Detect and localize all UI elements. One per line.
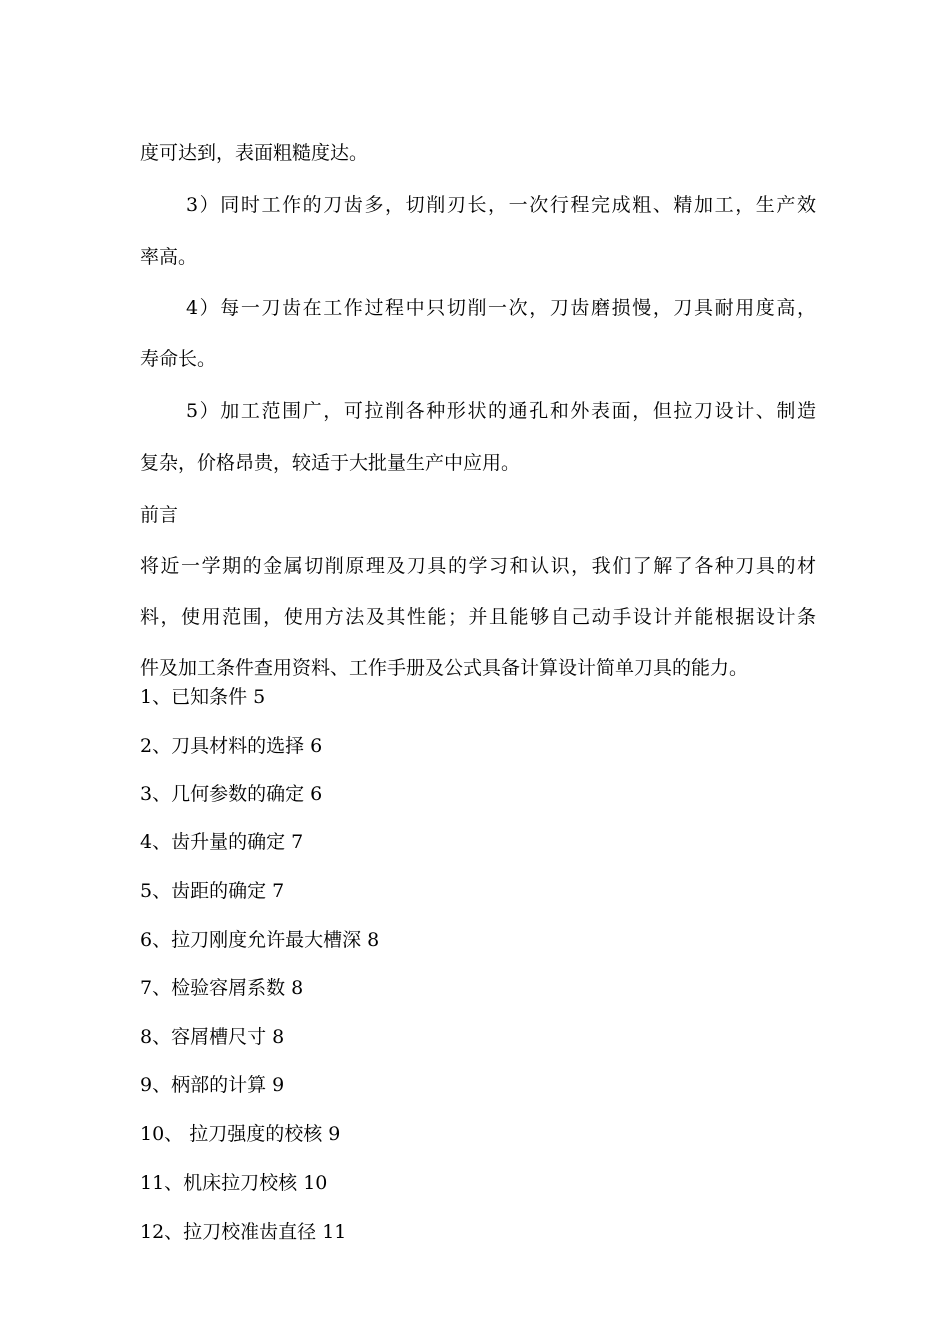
- paragraph-line: 率高。: [140, 246, 198, 268]
- toc-item: 2、刀具材料的选择 6: [140, 735, 323, 757]
- toc-item: 3、几何参数的确定 6: [140, 783, 323, 805]
- toc-item: 6、拉刀刚度允许最大槽深 8: [140, 929, 380, 951]
- paragraph-line: 寿命长。: [140, 348, 217, 370]
- toc-item: 8、容屑槽尺寸 8: [140, 1026, 285, 1048]
- toc-item: 4、齿升量的确定 7: [140, 831, 304, 853]
- paragraph-line: 件及加工条件查用资料、工作手册及公式具备计算设计简单刀具的能力。: [140, 657, 749, 679]
- toc-item: 9、柄部的计算 9: [140, 1074, 285, 1096]
- paragraph-line: 3）同时工作的刀齿多，切削刃长，一次行程完成粗、精加工，生产效: [186, 194, 816, 216]
- toc-item: 12、拉刀校准齿直径 11: [140, 1221, 347, 1243]
- paragraph-line: 度可达到，表面粗糙度达。: [140, 142, 369, 164]
- paragraph-line: 将近一学期的金属切削原理及刀具的学习和认识，我们了解了各种刀具的材: [140, 555, 816, 577]
- toc-item: 10、 拉刀强度的校核 9: [140, 1123, 341, 1145]
- paragraph-line: 复杂，价格昂贵，较适于大批量生产中应用。: [140, 452, 521, 474]
- toc-item: 5、齿距的确定 7: [140, 880, 285, 902]
- toc-item: 11、机床拉刀校核 10: [140, 1172, 328, 1194]
- paragraph-line: 4）每一刀齿在工作过程中只切削一次，刀齿磨损慢，刀具耐用度高，: [186, 297, 816, 319]
- toc-item: 1、已知条件 5: [140, 686, 266, 708]
- paragraph-line: 料，使用范围，使用方法及其性能；并且能够自己动手设计并能根据设计条: [140, 606, 816, 628]
- toc-item: 7、检验容屑系数 8: [140, 977, 304, 999]
- paragraph-line: 5）加工范围广，可拉削各种形状的通孔和外表面，但拉刀设计、制造: [186, 400, 816, 422]
- section-heading: 前言: [140, 504, 179, 526]
